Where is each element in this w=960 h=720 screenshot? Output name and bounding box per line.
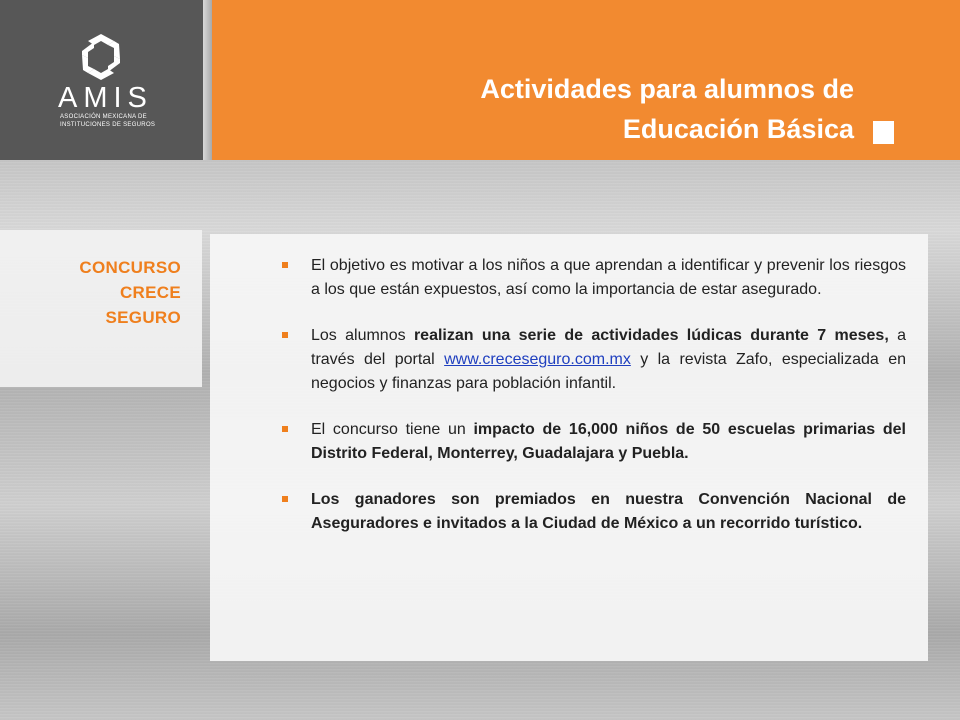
logo-panel	[0, 0, 203, 160]
list-item	[290, 254, 906, 302]
bullet-text-bold: impacto de 16,000 niños de 50 escuelas primarias del Distrito Federal, Monterrey, Guadalajara y Puebla.	[311, 421, 907, 462]
bullet-list	[290, 254, 906, 558]
section-label-line3: SEGURO	[105, 308, 181, 327]
page-title-line1: Actividades para alumnos de	[480, 74, 854, 104]
section-label	[79, 255, 181, 330]
content-box	[210, 234, 928, 661]
logo-subtitle-line2: INSTITUCIONES DE SEGUROS	[60, 122, 156, 128]
bullet-text-mid: a través del portal	[311, 327, 906, 368]
logo-wordmark: AMIS	[58, 82, 153, 114]
logo-subtitle-line1: ASOCIACIÓN MEXICANA DE	[60, 114, 147, 120]
bullet-icon	[282, 426, 288, 432]
header-divider	[203, 0, 212, 160]
amis-logo-icon	[74, 32, 128, 82]
bullet-text-pre: Los alumnos	[311, 327, 414, 344]
page-title-line2: Educación Básica	[622, 114, 854, 144]
list-item	[290, 488, 906, 536]
section-label-box	[0, 230, 202, 387]
bullet-text-bold: realizan una serie de actividades lúdicas durante 7 meses,	[413, 327, 889, 344]
bullet-icon	[282, 262, 288, 268]
portal-link[interactable]: www.creceseguro.com.mx	[444, 351, 631, 368]
list-item	[290, 324, 906, 396]
bullet-text-post: y la revista Zafo, especializada en negocios y finanzas para población infantil.	[311, 351, 906, 392]
section-label-line1: CONCURSO	[79, 258, 181, 277]
bullet-text-pre: El concurso tiene un	[311, 421, 474, 438]
list-item	[290, 418, 906, 466]
section-label-line2: CRECE	[119, 283, 181, 302]
bullet-text: El objetivo es motivar a los niños a que aprendan a identificar y prevenir los riesgos a los que están expuestos, así como la importancia de estar asegurado.	[311, 257, 906, 298]
logo-subtitle	[60, 113, 170, 129]
title-square-decoration	[873, 121, 894, 144]
bullet-icon	[282, 332, 288, 338]
title-panel	[212, 0, 960, 160]
bullet-icon	[282, 496, 288, 502]
bullet-text-bold: Los ganadores son premiados en nuestra Convención Nacional de Aseguradores e invitados a la Ciudad de México a un recorrido turístico.	[311, 491, 906, 532]
